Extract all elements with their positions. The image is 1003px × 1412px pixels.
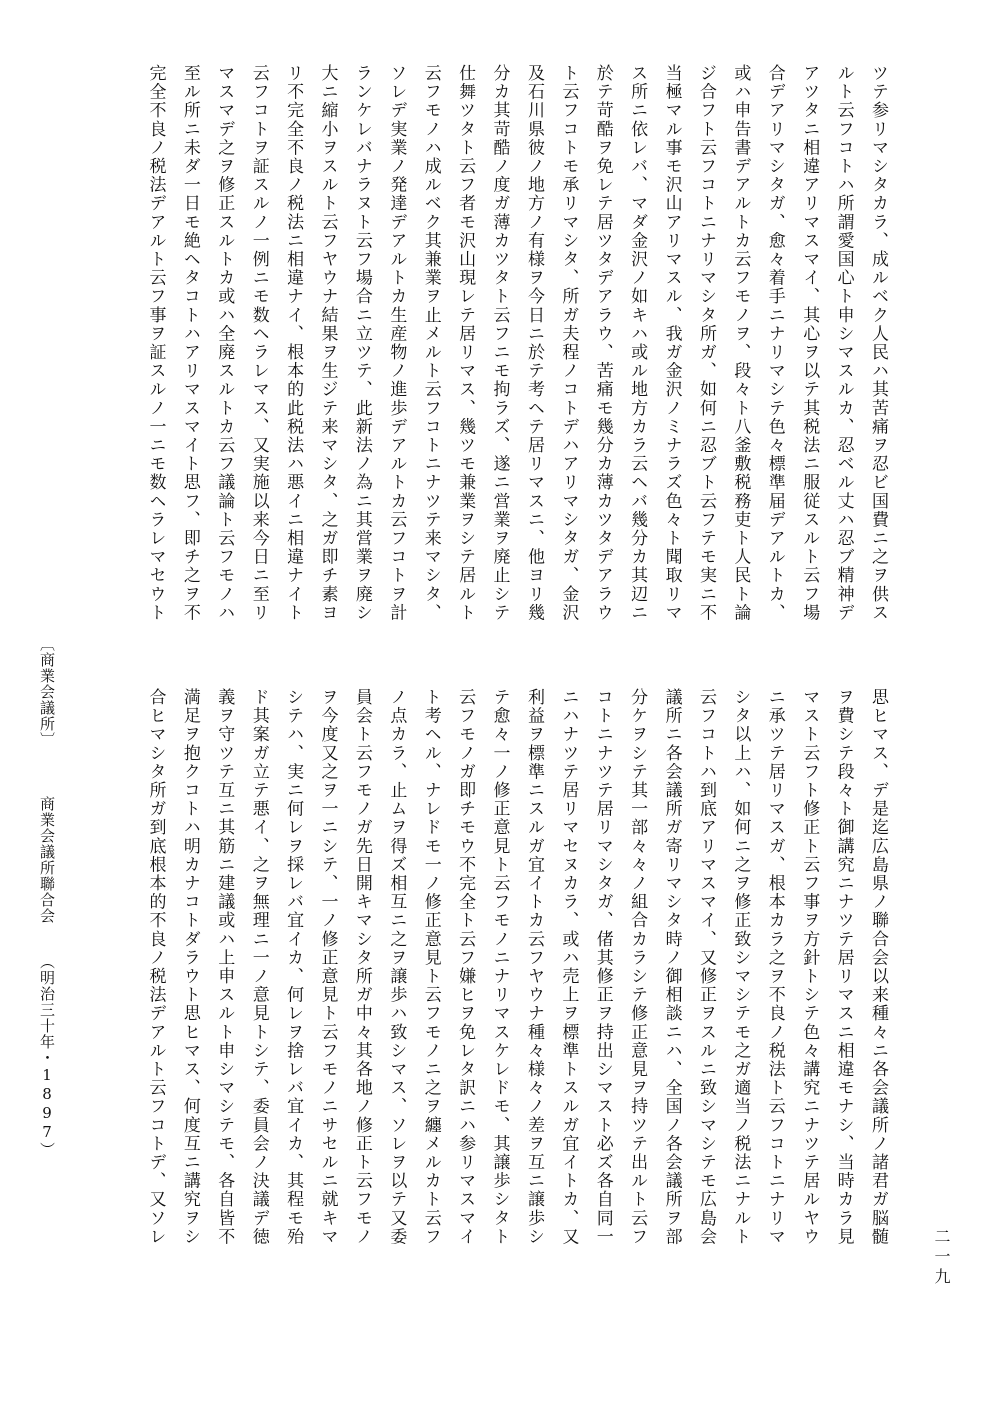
text-column: ト考ヘル、ナレドモ一ノ修正意見ト云フモノニ之ヲ纏メルカト云フ xyxy=(420,688,441,1246)
text-column: 思ヒマス、デ是迄広島県ノ聯合会以来種々ニ各会議所ノ諸君ガ脳髄 xyxy=(868,688,888,1246)
text-column: ニ承ツテ居リマスガ、根本カラ之ヲ不良ノ税法ト云フコトニナリマ xyxy=(764,688,785,1246)
text-column: テ愈々一ノ修正意見ト云フモノニナリマスケレドモ、其譲歩シタト xyxy=(489,688,510,1246)
text-column: ジ合フト云フコトニナリマシタ所ガ、如何ニ忍ブト云フテモ実ニ不 xyxy=(695,64,716,622)
text-column: 合ヒマシタ所ガ到底根本的不良ノ税法デアルト云フコトデ、又ソレ xyxy=(145,688,166,1246)
page-number: 二一九 xyxy=(932,1228,951,1288)
margin-publisher: 商業会議所聯合会 xyxy=(38,796,56,924)
text-column: ト云フコトモ承リマシタ、所ガ夫程ノコトデハアリマシタガ、金沢 xyxy=(558,64,579,622)
text-column: ス所ニ依レバ、マダ金沢ノ如キハ或ル地方カラ云ヘバ幾分カ其辺ニ xyxy=(627,64,648,622)
text-column: マスマデ之ヲ修正スルトカ或ハ全廃スルトカ云フ議論ト云フモノハ xyxy=(214,64,235,622)
text-column: ソレデ実業ノ発達デアルトカ生産物ノ進歩デアルトカ云フコトヲ計 xyxy=(386,64,407,622)
text-column: 分カ其苛酷ノ度ガ薄カツタト云フニモ拘ラズ、遂ニ営業ヲ廃止シテ xyxy=(489,64,510,622)
text-column: 於テ苛酷ヲ免レテ居ツタデアラウ、苦痛モ幾分カ薄カツタデアラウ xyxy=(592,64,613,622)
text-column: 及石川県彼ノ地方ノ有様ヲ今日ニ於テ考ヘテ居リマスニ、他ヨリ幾 xyxy=(523,64,544,622)
lower-text-block xyxy=(45,688,895,1328)
text-column: 或ハ申告書デアルトカ云フモノヲ、段々ト八釜敷税務吏ト人民ト論 xyxy=(730,64,751,622)
text-column: アツタニ相違アリマスマイ、其心ヲ以テ其税法ニ服従スルト云フ場 xyxy=(799,64,820,622)
text-column: 至ル所ニ未ダ一日モ絶ヘタコトハアリマスマイト思フ、即チ之ヲ不 xyxy=(179,64,200,622)
text-column: ランケレバナラヌト云フ場合ニ立ツテ、此新法ノ為ニ其営業ヲ廃シ xyxy=(351,64,372,622)
text-column: 大ニ縮小ヲスルト云フヤウナ結果ヲ生ジテ来マシタ、之ガ即チ素ヨ xyxy=(317,64,338,622)
text-column: ニハナツテ居リマセヌカラ、或ハ売上ヲ標準トスルガ宜イトカ、又 xyxy=(558,688,579,1246)
text-column: 義ヲ守ツテ互ニ其筋ニ建議或ハ上申スルト申シマシテモ、各自皆不 xyxy=(214,688,235,1246)
text-column: シタ以上ハ、如何ニ之ヲ修正致シマシテモ之ガ適当ノ税法ニナルト xyxy=(730,688,751,1246)
text-column: 満足ヲ抱クコトハ明カナコトダラウト思ヒマス、何度互ニ講究ヲシ xyxy=(179,688,200,1246)
margin-header xyxy=(22,636,58,1256)
text-column: ツテ参リマシタカラ、成ルベク人民ハ其苦痛ヲ忍ビ国費ニ之ヲ供ス xyxy=(868,64,888,622)
text-column: 云フモノハ成ルベク其兼業ヲ止メルト云フコトニナツテ来マシタ、 xyxy=(420,64,441,622)
text-column: 合デアリマシタガ、愈々着手ニナリマシテ色々標準届デアルトカ、 xyxy=(764,64,785,622)
margin-date: （明治三十年・1897） xyxy=(38,954,56,1158)
text-column: 云フモノガ即チモウ不完全ト云フ嫌ヒヲ免レタ訳ニハ参リマスマイ xyxy=(455,688,476,1246)
margin-bracket-label: 〔商業会議所〕 xyxy=(38,636,56,748)
text-column: 分ケヲシテ其一部々々ノ組合カラシテ修正意見ヲ持ツテ出ルト云フ xyxy=(627,688,648,1246)
text-column: ヲ費シテ段々ト御講究ニナツテ居リマスニ相違モナシ、当時カラ見 xyxy=(833,688,854,1246)
text-column: 利益ヲ標準ニスルガ宜イトカ云フヤウナ種々様々ノ差ヲ互ニ譲歩シ xyxy=(523,688,544,1246)
text-column: 仕舞ツタト云フ者モ沢山現レテ居リマス、幾ツモ兼業ヲシテ居ルト xyxy=(455,64,476,622)
text-column: ノ点カラ、止ムヲ得ズ相互ニ之ヲ譲歩ハ致シマス、ソレヲ以テ又委 xyxy=(386,688,407,1246)
text-column: 云フコトハ到底アリマスマイ、又修正ヲスルニ致シマシテモ広島会 xyxy=(695,688,716,1246)
text-column: ド其案ガ立テ悪イ、之ヲ無理ニ一ノ意見トシテ、委員会ノ決議デ徳 xyxy=(248,688,269,1246)
text-column: 当極マル事モ沢山アリマスル、我ガ金沢ノミナラズ色々ト聞取リマ xyxy=(661,64,682,622)
text-column: ヲ今度又之ヲ一ニシテ、一ノ修正意見ト云フモノニサセルニ就キマ xyxy=(317,688,338,1246)
text-column: ルト云フコトハ所謂愛国心ト申シマスルカ、忍ベル丈ハ忍ブ精神デ xyxy=(833,64,854,622)
text-column: 完全不良ノ税法デアルト云フ事ヲ証スルノ一ニモ数ヘラレマセウト xyxy=(145,64,166,622)
text-column: 議所ニ各会議所ガ寄リマシタ時ノ御相談ニハ、全国ノ各会議所ヲ部 xyxy=(661,688,682,1246)
text-column: シテハ、実ニ何レヲ採レバ宜イカ、何レヲ捨レバ宜イカ、其程モ殆 xyxy=(283,688,304,1246)
text-column: コトニナツテ居リマシタガ、偖其修正ヲ持出シマスト必ズ各自同一 xyxy=(592,688,613,1246)
text-column: リ不完全不良ノ税法ニ相違ナイ、根本的此税法ハ悪イニ相違ナイト xyxy=(283,64,304,622)
text-column: 云フコトヲ証スルノ一例ニモ数ヘラレマス、又実施以来今日ニ至リ xyxy=(248,64,269,622)
upper-text-block xyxy=(45,64,895,654)
text-column: 員会ト云フモノガ先日開キマシタ所ガ中々其各地ノ修正ト云フモノ xyxy=(351,688,372,1246)
text-column: マスト云フト修正ト云フ事ヲ方針トシテ色々講究ニナツテ居ルヤウ xyxy=(799,688,820,1246)
